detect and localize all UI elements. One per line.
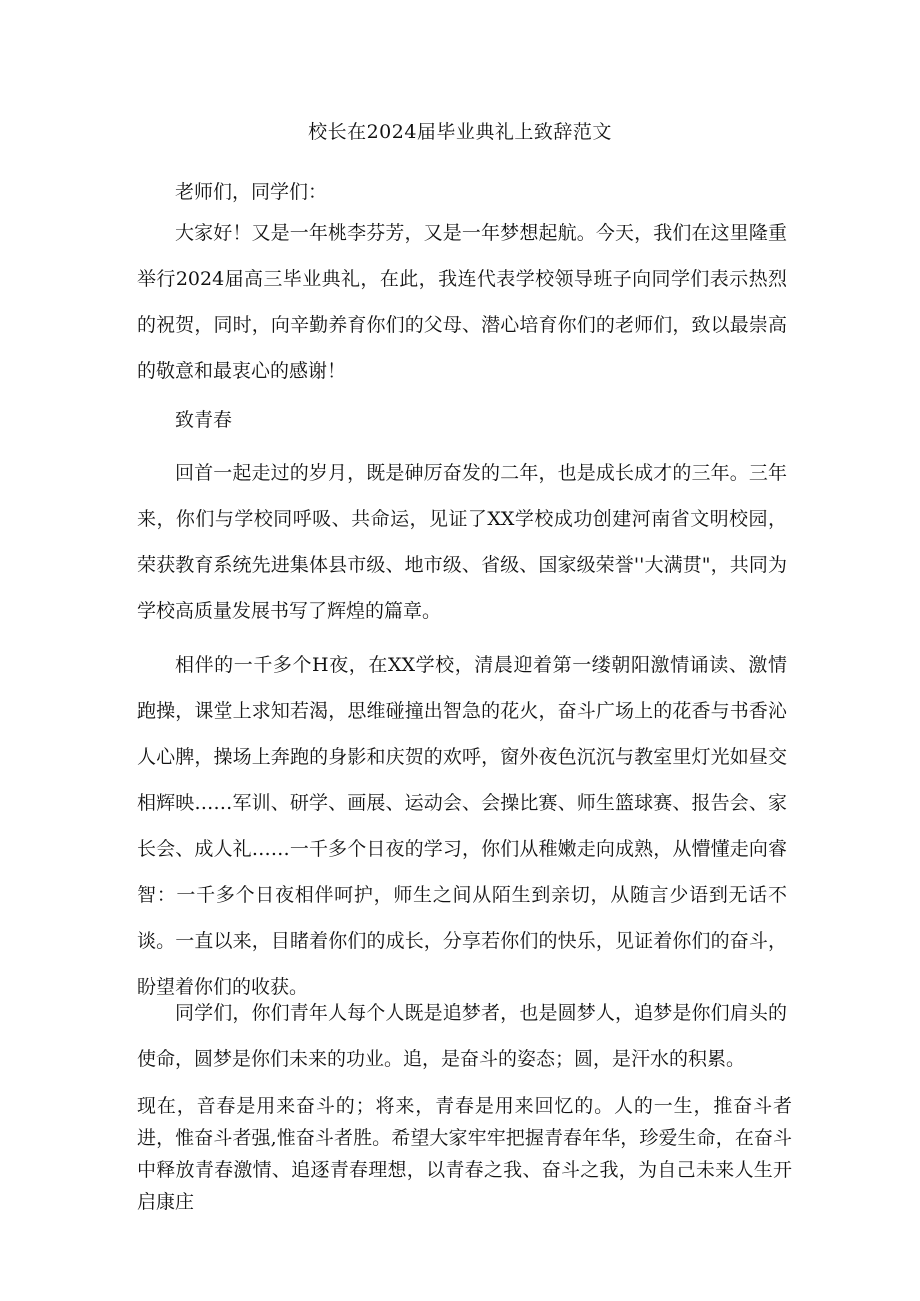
document-title: 校长在2024届毕业典礼上致辞范文 <box>308 121 612 143</box>
paragraph-review: 回首一起走过的岁月，既是砷厉奋发的二年，也是成长成才的三年。三年来，你们与学校同呼吸、共命运，见证了XX学校成功创建河南省文明校园，荣获教育系统先进集体县市级、地市级、省级、国家级荣誉''大满贯"，共同为学校高质量发展书写了辉煌的篇章。 <box>137 462 787 622</box>
paragraph-greeting: 大家好！又是一年桃李芬芳，又是一年梦想起航。今天，我们在这里隆重举行2024届高三毕业典礼，在此，我连代表学校领导班子向同学们表示热烈的祝贺，同时，向辛勤养育你们的父母、潜心培育你们的老师们，致以最崇高的敬意和最衷心的感谢！ <box>137 222 787 382</box>
paragraph-dream: 同学们，你们青年人每个人既是追梦者，也是圆梦人，追梦是你们肩头的使命，圆梦是你们未来的功业。追，是奋斗的姿态；圆，是汗水的积累。 <box>137 1002 787 1070</box>
section-heading: 致青春 <box>175 409 233 431</box>
paragraph-youth: 现在，音春是用来奋斗的；将来，青春是用来回忆的。人的一生，推奋斗者进，惟奋斗者强,惟奋斗者胜。希望大家牢牢把握青春年华，珍爱生命，在奋斗中释放青春激情、追逐青春理想，以青春之我、奋斗之我，为自己未来人生开启康庄 <box>137 1095 792 1213</box>
salutation: 老师们，同学们： <box>175 181 328 203</box>
paragraph-memories: 相伴的一千多个H夜，在XX学校，清晨迎着第一缕朝阳激情诵读、激情跑操，课堂上求知若渴，思维碰撞出智急的花火，奋斗广场上的花香与书香沁人心脾，操场上奔跑的身影和庆贺的欢呼，窗外夜色沉沉与教室里灯光如昼交相辉映……军训、研学、画展、运动会、会操比赛、师生篮球赛、报告会、家长会、成人礼……一千多个日夜的学习，你们从稚嫩走向成熟，从懵懂走向睿智：一千多个日夜相伴呵护，师生之间从陌生到亲切，从随言少语到无话不谈。一直以来，目睹着你们的成长，分享若你们的快乐，见证着你们的奋斗，盼望着你们的收获。 <box>137 654 787 998</box>
